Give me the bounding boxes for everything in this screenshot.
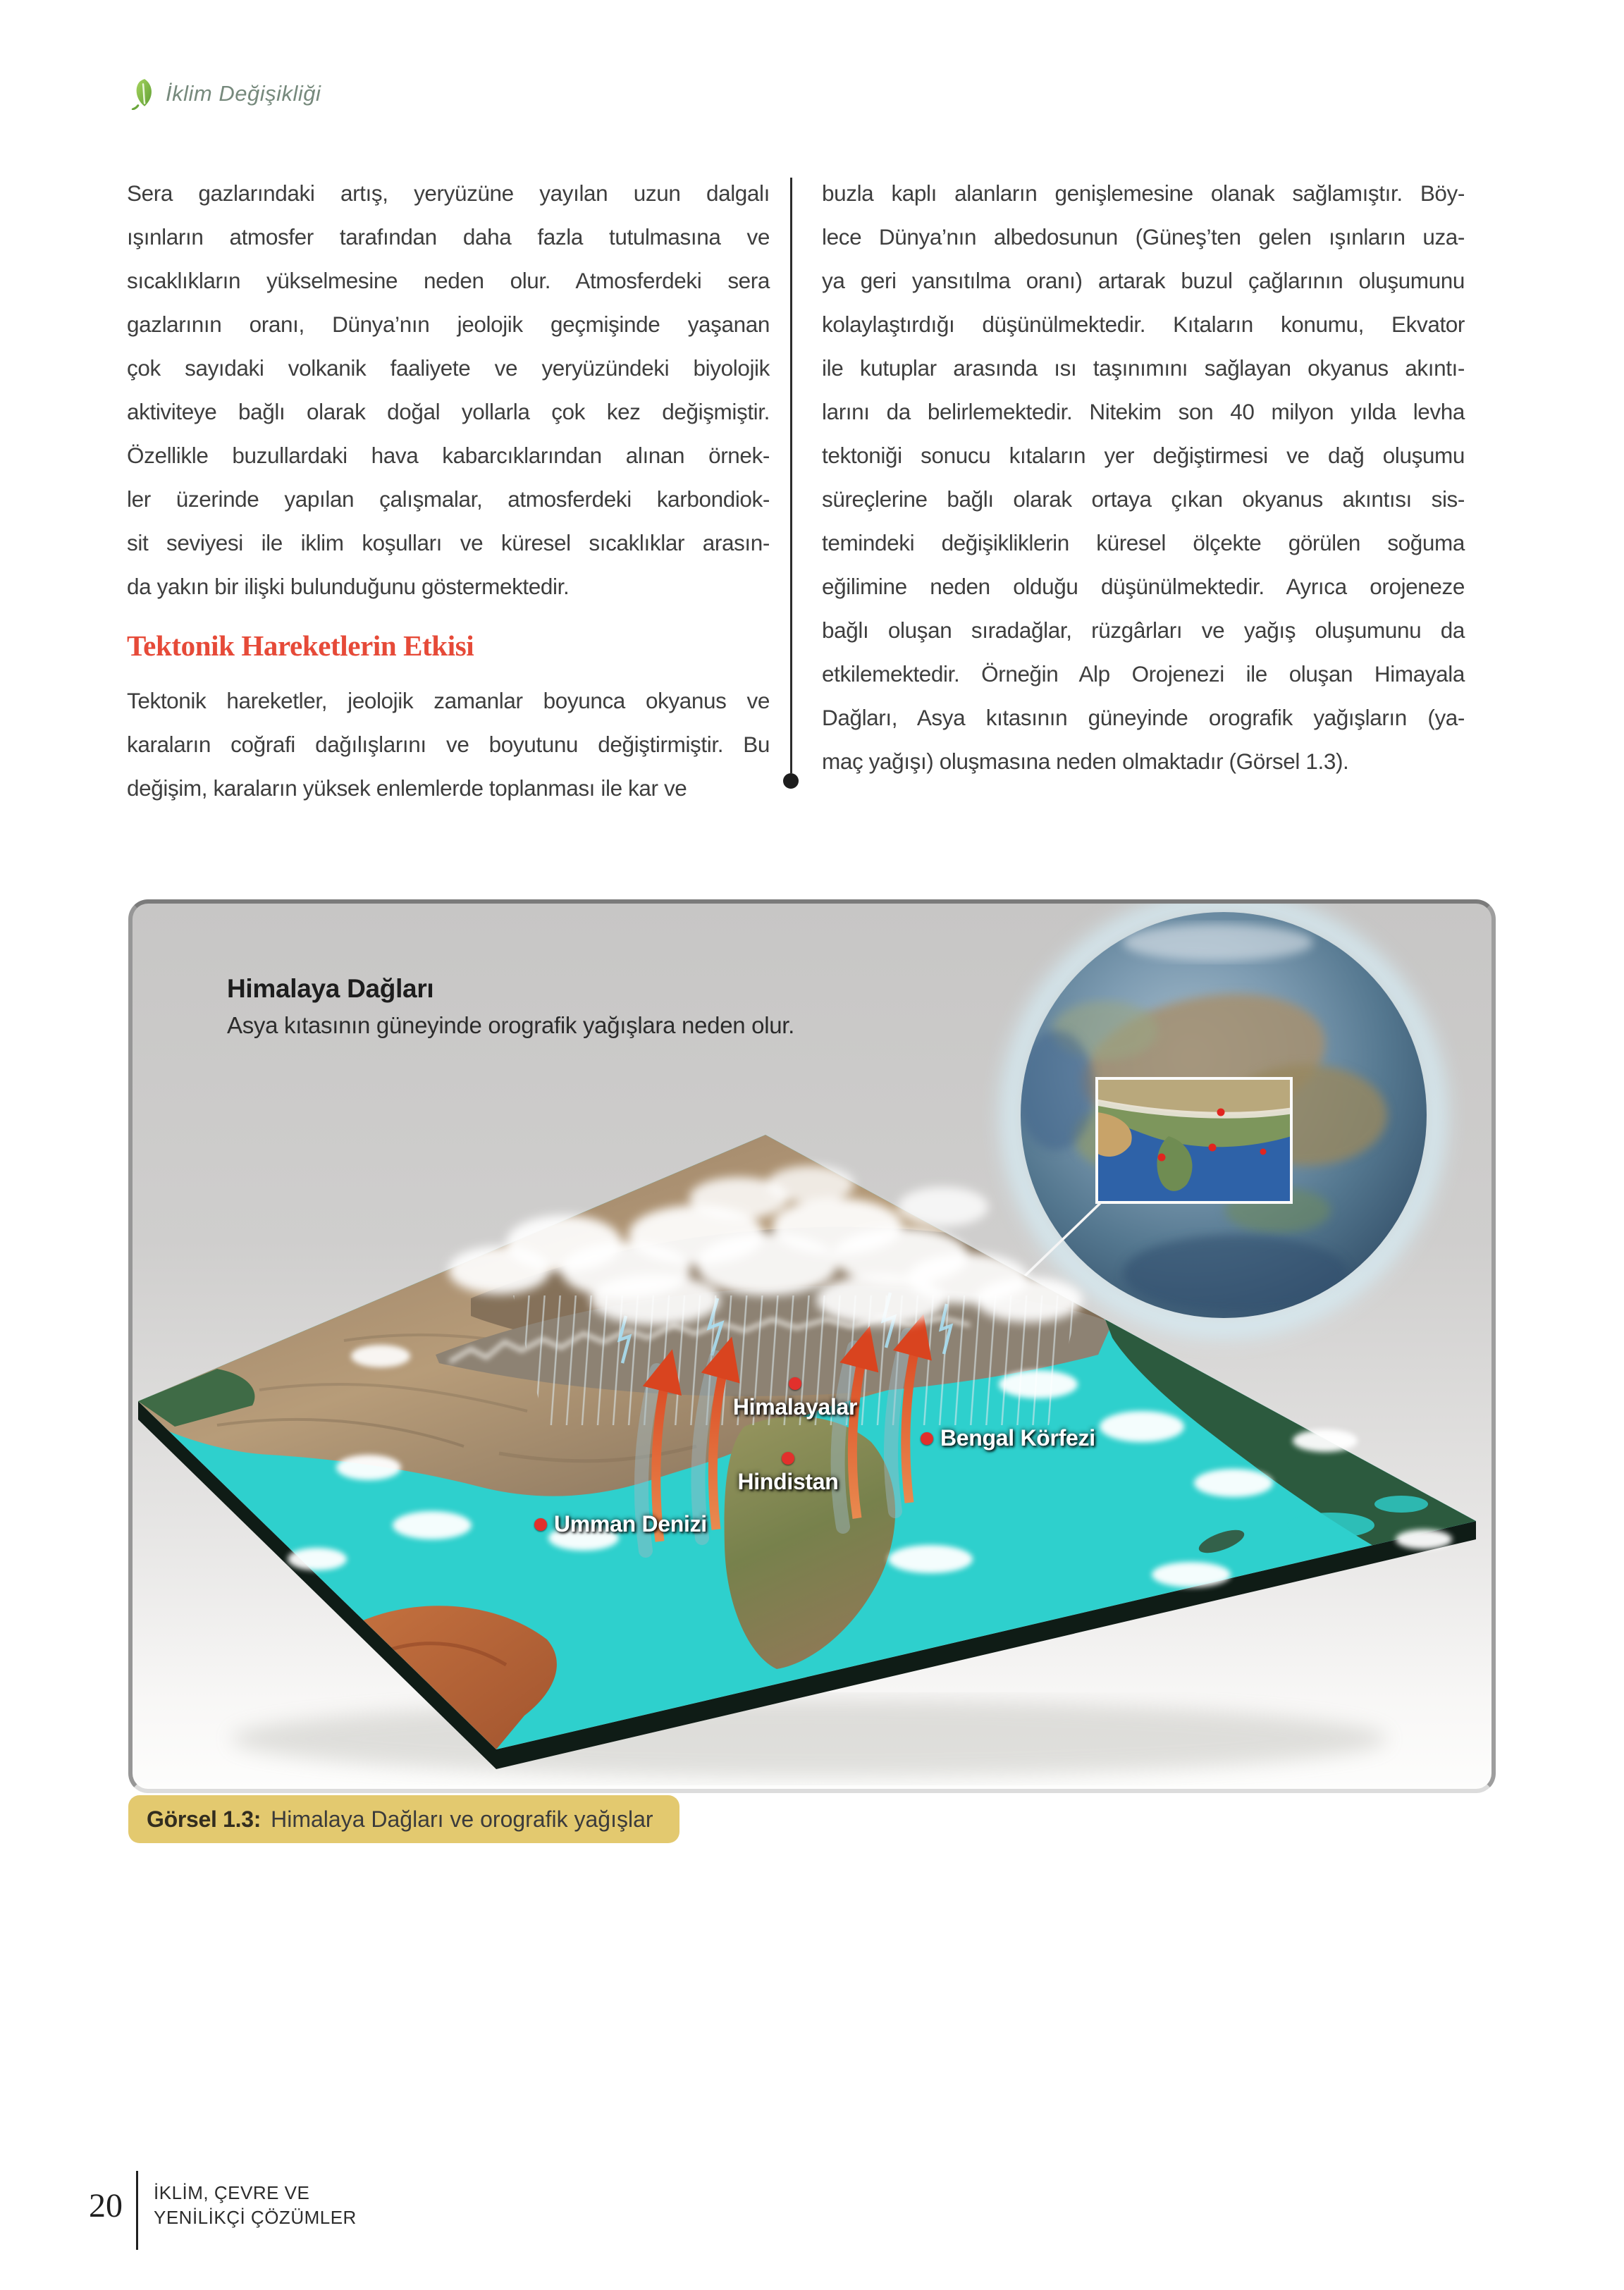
figure-panel <box>128 899 1496 1793</box>
map-label-text: Himalayalar <box>732 1394 858 1420</box>
page-number: 20 <box>89 2187 123 2224</box>
map-marker-dot <box>782 1452 794 1465</box>
text-line: ler üzerinde yapılan çalışmalar, atmosferdeki karbondiok- <box>127 486 770 512</box>
footer-divider <box>136 2171 138 2250</box>
figure-title: Himalaya Dağları <box>227 974 434 1003</box>
map-label-text: Bengal Körfezi <box>940 1425 1095 1451</box>
book-title <box>154 2181 357 2230</box>
text-line: sit seviyesi ile iklim koşulları ve küresel sıcaklıklar arasın- <box>127 530 770 555</box>
map-label-india <box>703 1452 873 1495</box>
text-line: maç yağışı) oluşmasına neden olmaktadır (Görsel 1.3). <box>822 749 1349 774</box>
map-label-text: Hindistan <box>737 1469 839 1494</box>
text-column-left <box>127 171 770 810</box>
column-divider-dot <box>783 773 799 789</box>
map-label-himalayas <box>696 1377 894 1420</box>
chapter-header <box>129 78 321 110</box>
map-label-oman-sea <box>534 1511 707 1537</box>
text-line: sıcaklıkların yükselmesine neden olur. Atmosferdeki sera <box>127 268 770 293</box>
text-line: ışınların atmosfer tarafından daha fazla tutulmasına ve <box>127 224 770 250</box>
leaf-icon <box>129 78 156 110</box>
page-footer <box>0 2171 1624 2255</box>
text-line: tektoniği sonucu kıtaların yer değiştirmesi ve dağ oluşumu <box>822 443 1465 468</box>
paragraph <box>127 679 770 810</box>
text-line: kolaylaştırdığı düşünülmektedir. Kıtaların konumu, Ekvator <box>822 312 1465 337</box>
column-divider-line <box>790 178 792 773</box>
map-marker-dot <box>534 1518 547 1531</box>
text-line: bağlı oluşan sıradağlar, rüzgârları ve yağış oluşumunu da <box>822 617 1465 643</box>
text-line: Sera gazlarındaki artış, yeryüzüne yayılan uzun dalgalı <box>127 180 770 206</box>
text-line: larını da belirlemektedir. Nitekim son 40 milyon yılda levha <box>822 399 1465 424</box>
text-line: gazlarının oranı, Dünya’nın jeolojik geçmişinde yaşanan <box>127 312 770 337</box>
text-line: etkilemektedir. Örneğin Alp Orojenezi ile oluşan Himayala <box>822 661 1465 687</box>
chapter-title: İklim Değişikliği <box>166 81 321 106</box>
map-marker-dot <box>789 1377 801 1390</box>
text-line: Tektonik hareketler, jeolojik zamanlar boyunca okyanus ve <box>127 688 770 713</box>
paragraph <box>127 171 770 608</box>
text-line: Özellikle buzullardaki hava kabarcıklarından alınan örnek- <box>127 443 770 468</box>
text-line: aktiviteye bağlı olarak doğal yollarla çok kez değişmiştir. <box>127 399 770 424</box>
text-line: buzla kaplı alanların genişlemesine olanak sağlamıştır. Böy- <box>822 180 1465 206</box>
figure-subtitle: Asya kıtasının güneyinde orografik yağışlara neden olur. <box>227 1012 795 1038</box>
text-line: ile kutuplar arasında ısı taşınımını sağlayan okyanus akıntı- <box>822 355 1465 381</box>
map-marker-dot <box>921 1432 933 1445</box>
figure-caption-text: Himalaya Dağları ve orografik yağışlar <box>271 1806 653 1832</box>
text-line: ya geri yansıtılma oranı) artarak buzul çağlarının oluşumunu <box>822 268 1465 293</box>
text-line: eğilimine neden olduğu düşünülmektedir. Ayrıca orojeneze <box>822 574 1465 599</box>
globe-inset-map <box>1097 1078 1291 1202</box>
text-line: karaların coğrafi dağılışlarını ve boyutunu değiştirmiştir. Bu <box>127 732 770 757</box>
book-title-line2: YENİLİKÇİ ÇÖZÜMLER <box>154 2207 357 2228</box>
text-line: değişim, karaların yüksek enlemlerde toplanması ile kar ve <box>127 775 687 801</box>
map-label-text: Umman Denizi <box>554 1511 707 1537</box>
text-line: temindeki değişikliklerin küresel ölçekte görülen soğuma <box>822 530 1465 555</box>
text-column-right <box>822 171 1465 783</box>
figure-title-block <box>227 974 794 1039</box>
book-title-line1: İKLİM, ÇEVRE VE <box>154 2182 310 2203</box>
figure-caption-label: Görsel 1.3: <box>147 1806 262 1832</box>
text-line: süreçlerine bağlı olarak ortaya çıkan okyanus akıntısı sis- <box>822 486 1465 512</box>
text-line: da yakın bir ilişki bulunduğunu göstermektedir. <box>127 574 570 599</box>
section-heading: Tektonik Hareketlerin Etkisi <box>127 629 474 662</box>
map-label-bengal-bay <box>921 1425 1095 1451</box>
text-line: Dağları, Asya kıtasının güneyinde orografik yağışların (ya- <box>822 705 1465 730</box>
figure-caption <box>128 1795 679 1843</box>
paragraph <box>822 171 1465 783</box>
text-line: çok sayıdaki volkanik faaliyete ve yeryüzündeki biyolojik <box>127 355 770 381</box>
text-line: lece Dünya’nın albedosunun (Güneş’ten gelen ışınların uza- <box>822 224 1465 250</box>
